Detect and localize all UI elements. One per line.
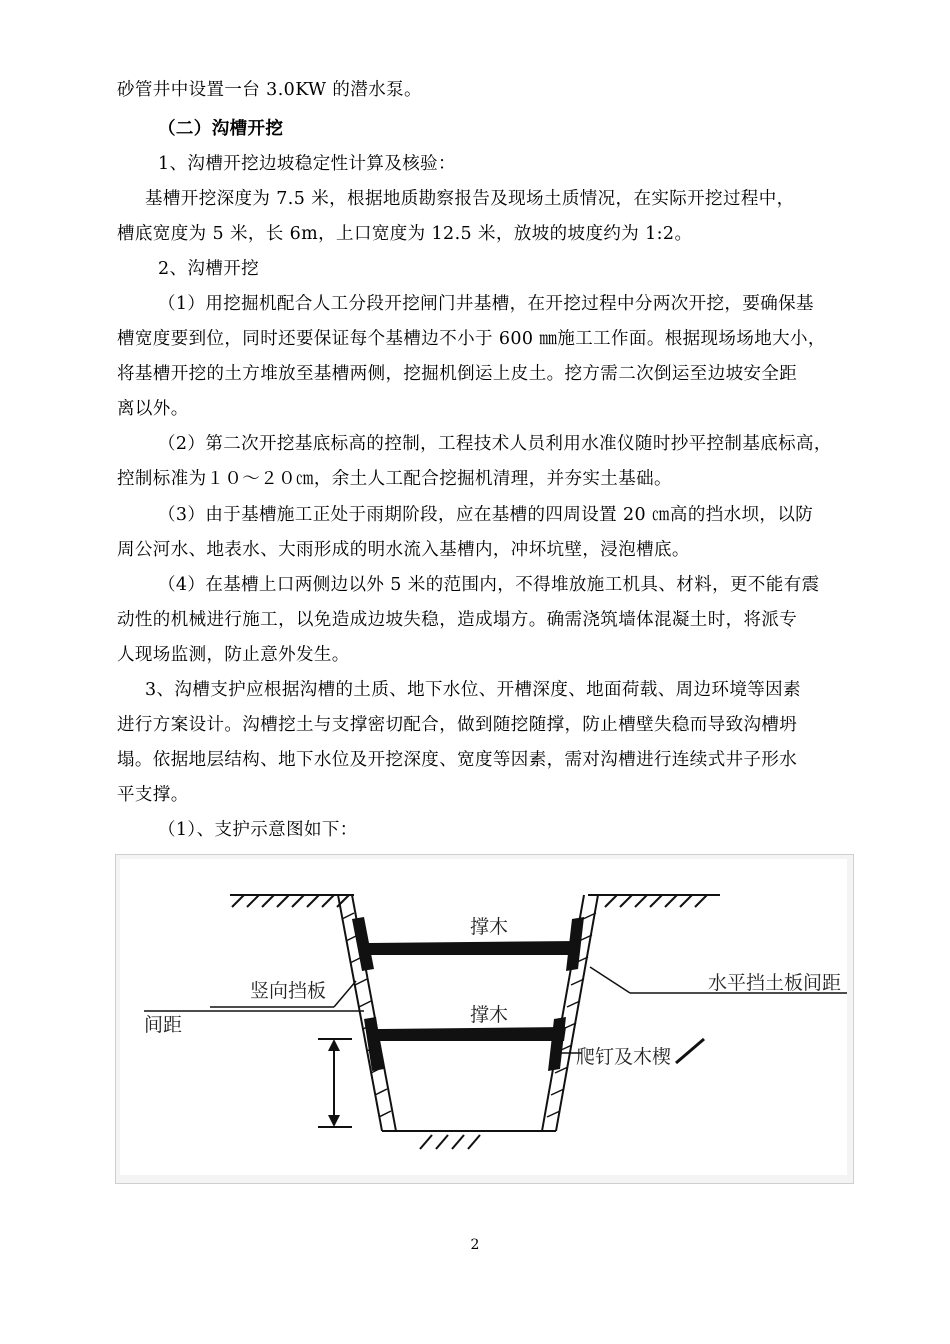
paragraph-line: 周公河水、地表水、大雨形成的明水流入基槽内，冲坏坑壁，浸泡槽底。: [117, 540, 690, 560]
right-wall: [542, 895, 598, 1131]
leader-horizontal-board: [590, 967, 630, 993]
paragraph-line: 进行方案设计。沟槽挖土与支撑密切配合，做到随挖随撑，防止槽壁失稳而导致沟槽坍: [117, 715, 798, 735]
ground-hatch-bottom: [420, 1135, 480, 1149]
paragraph-line: 槽宽度要到位，同时还要保证每个基槽边不小于 600 ㎜施工工作面。根据现场场地大小，: [117, 329, 826, 349]
label-vertical-board: 竖向挡板: [250, 980, 327, 1002]
support-diagram: [120, 859, 847, 1175]
leader-vertical-board-tip: [334, 981, 356, 1007]
strut-top: [364, 941, 578, 955]
label-nails: 爬钉及木楔: [576, 1046, 672, 1068]
section-heading: （二）沟槽开挖: [158, 119, 284, 139]
paragraph-line: 人现场监测，防止意外发生。: [117, 645, 350, 665]
left-wall: [338, 895, 396, 1131]
paragraph-line: 离以外。: [117, 399, 189, 419]
paragraph-line: 将基槽开挖的土方堆放至基槽两侧，挖掘机倒运上皮土。挖方需二次倒运至边坡安全距: [117, 364, 798, 384]
paragraph-line: 塌。依据地层结构、地下水位及开挖深度、宽度等因素，需对沟槽进行连续式井子形水: [117, 750, 798, 770]
nail-arrow: [676, 1039, 704, 1063]
dimension-arrow-bottom: [328, 1115, 340, 1127]
paragraph-line: 控制标准为１０～２０㎝，余土人工配合挖掘机清理，并夯实土基础。: [117, 469, 672, 489]
figure-intro: （1）、支护示意图如下：: [158, 820, 358, 840]
ground-hatch-left: [230, 895, 354, 907]
paragraph-line: 动性的机械进行施工，以免造成边坡失稳，造成塌方。确需浇筑墙体混凝土时，将派专: [117, 610, 798, 630]
dimension-arrow-top: [328, 1039, 340, 1051]
paragraph-line: 平支撑。: [117, 785, 189, 805]
subsection-heading: 2、沟槽开挖: [158, 259, 260, 279]
trench-support-drawing: [120, 859, 847, 1175]
label-strut-top: 撑木: [470, 916, 509, 938]
paragraph-line: 砂管井中设置一台 3.0KW 的潜水泵。: [117, 80, 422, 100]
paragraph-line: 槽底宽度为 5 米，长 6m，上口宽度为 12.5 米，放坡的坡度约为 1:2。: [117, 224, 693, 244]
paragraph-line: （3）由于基槽施工正处于雨期阶段，应在基槽的四周设置 20 ㎝高的挡水坝，以防: [158, 505, 814, 525]
dimension-line: [318, 1039, 352, 1127]
wale-blocks: [352, 917, 584, 1071]
page-number: 2: [470, 1237, 480, 1253]
paragraph-line: （4）在基槽上口两侧边以外 5 米的范围内，不得堆放施工机具、材料，更不能有震: [158, 575, 820, 595]
paragraph-line: （2）第二次开挖基底标高的控制，工程技术人员利用水准仪随时抄平控制基底标高，: [158, 434, 832, 454]
paragraph-line: （1）用挖掘机配合人工分段开挖闸门井基槽，在开挖过程中分两次开挖，要确保基: [158, 294, 814, 314]
support-diagram-figure: [115, 854, 854, 1184]
paragraph-line: 基槽开挖深度为 7.5 米，根据地质勘察报告及现场土质情况，在实际开挖过程中，: [145, 189, 795, 209]
paragraph-line: 3、沟槽支护应根据沟槽的土质、地下水位、开槽深度、地面荷载、周边环境等因素: [145, 680, 801, 700]
subsection-heading: 1、沟槽开挖边坡稳定性计算及核验：: [158, 154, 456, 174]
ground-hatch-right: [588, 895, 720, 907]
label-horizontal-board: 水平挡土板间距: [708, 972, 842, 994]
label-strut-bottom: 撑木: [470, 1004, 509, 1026]
label-spacing: 间距: [144, 1014, 183, 1036]
strut-bottom: [376, 1027, 566, 1041]
